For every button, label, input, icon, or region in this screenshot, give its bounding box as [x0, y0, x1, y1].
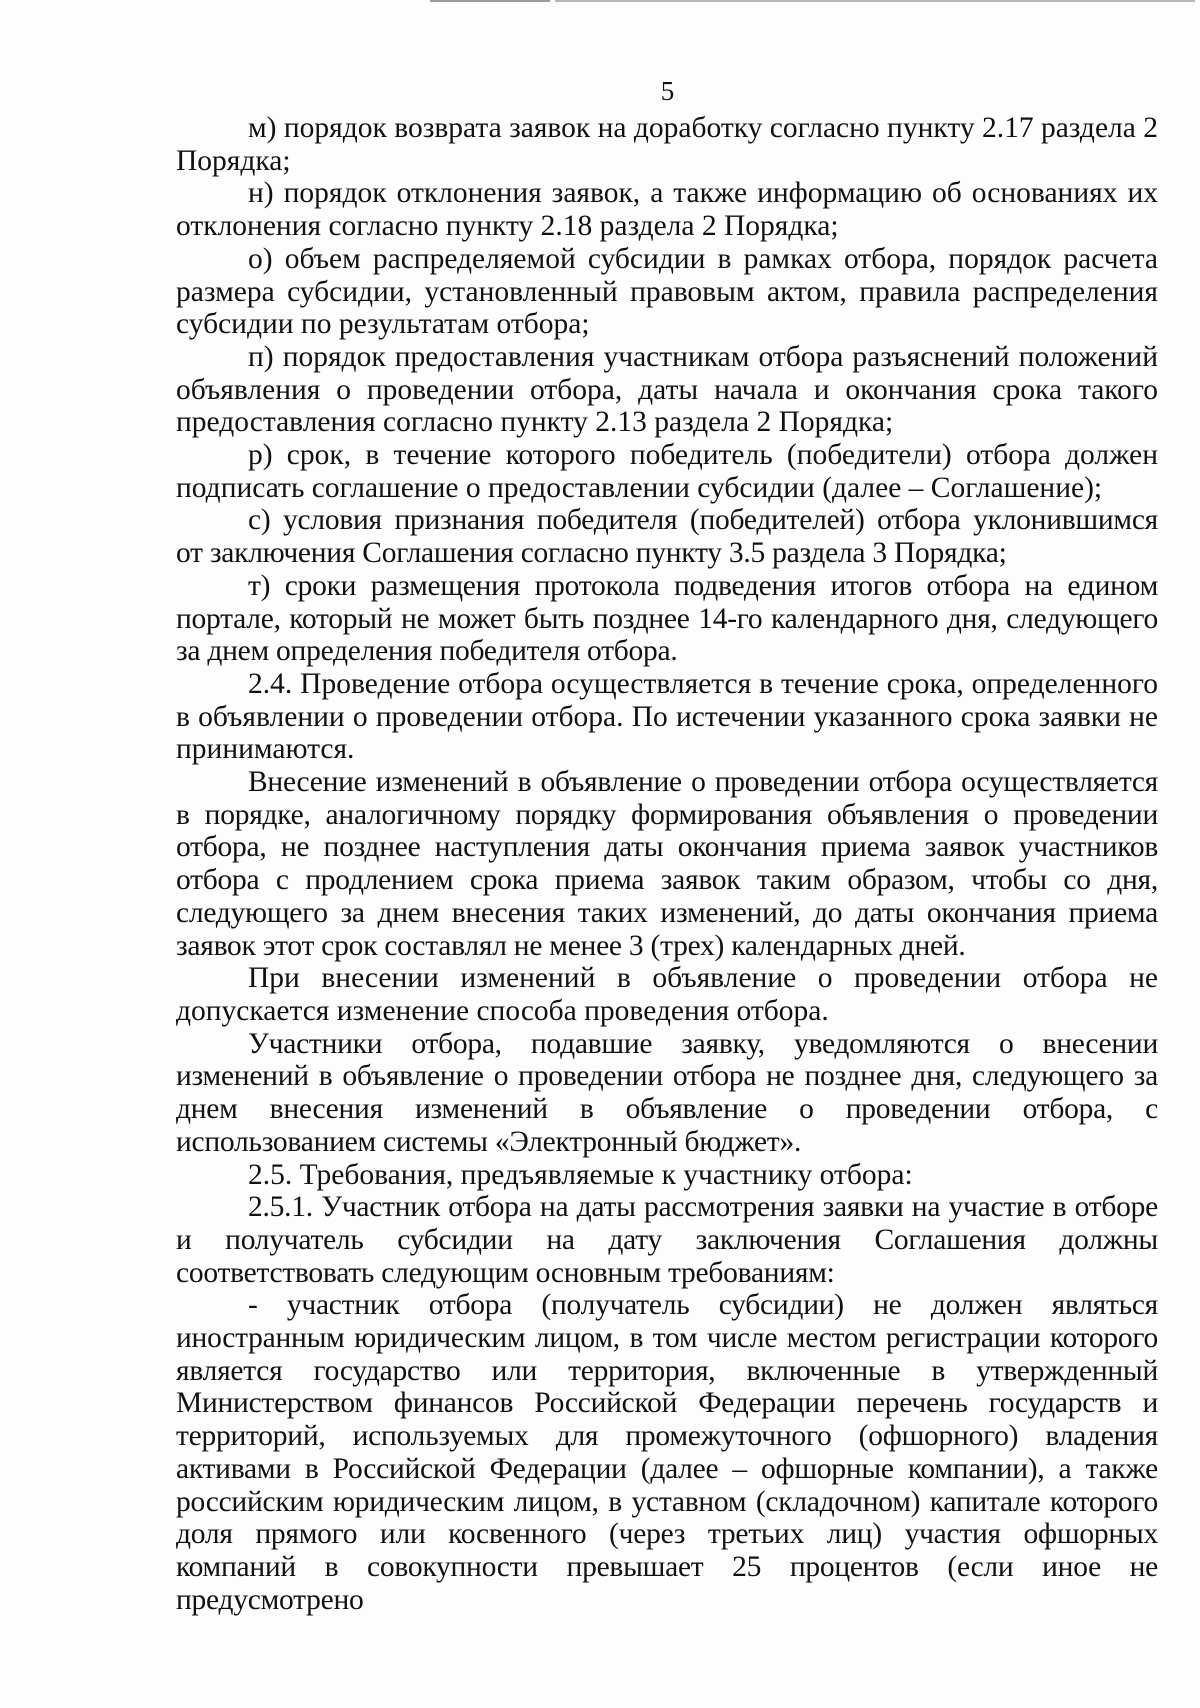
paragraph-2-4: 2.4. Проведение отбора осуществляется в течение срока, определенного в объявлении о проведении отбора. По истечении указанного срока заявки не принимаются. — [176, 667, 1158, 766]
scan-top-edge-line — [555, 0, 1195, 2]
paragraph-t: т) сроки размещения протокола подведения итогов отбора на едином портале, который не может быть позднее 14-го календарного дня, следующего за днем определения победителя отбора. — [176, 569, 1158, 668]
paragraph-s: с) условия признания победителя (победителей) отбора уклонившимся от заключения Соглашения согласно пункту 3.5 раздела 3 Порядка; — [176, 504, 1158, 570]
scan-top-edge-line — [430, 0, 550, 2]
paragraph-requirement-offshore: - участник отбора (получатель субсидии) не должен являться иностранным юридическим лицом, в том числе местом регистрации которого является государство или территория, включенные в утвержденный Министерством финансов Российской Федерации перечень государств и территорий, используемых для промежуточного (офшорного) владения активами в Российской Федерации (далее – офшорные компании), а также российским юридическим лицом, в уставном (складочном) капитале которого доля прямого или косвенного (через третьих лиц) участия офшорных компаний в совокупности превышает 25 процентов (если иное не предусмотрено — [176, 1289, 1158, 1616]
paragraph-o: о) объем распределяемой субсидии в рамках отбора, порядок расчета размера субсидии, установленный правовым актом, правила распределения субсидии по результатам отбора; — [176, 242, 1158, 341]
paragraph-method: При внесении изменений в объявление о проведении отбора не допускается изменение способа проведения отбора. — [176, 962, 1158, 1027]
paragraph-2-5: 2.5. Требования, предъявляемые к участнику отбора: — [248, 1158, 913, 1191]
paragraph-n: н) порядок отклонения заявок, а также информацию об основаниях их отклонения согласно пункту 2.18 раздела 2 Порядка; — [176, 177, 1158, 243]
paragraph-r: р) срок, в течение которого победитель (победители) отбора должен подписать соглашение о предоставлении субсидии (далее – Соглашение); — [176, 439, 1158, 504]
paragraph-m: м) порядок возврата заявок на доработку согласно пункту 2.17 раздела 2 Порядка; — [176, 112, 1158, 177]
paragraph-2-5-1: 2.5.1. Участник отбора на даты рассмотрения заявки на участие в отборе и получатель субсидии на дату заключения Соглашения должны соответствовать следующим основным требованиям: — [176, 1191, 1158, 1289]
document-body — [176, 112, 1158, 1616]
paragraph-notification: Участники отбора, подавшие заявку, уведомляются о внесении изменений в объявление о проведении отбора не позднее дня, следующего за днем внесения изменений в объявление о проведении отбора, с использованием системы «Электронный бюджет». — [176, 1027, 1158, 1158]
page-number: 5 — [660, 76, 675, 106]
paragraph-p: п) порядок предоставления участникам отбора разъяснений положений объявления о проведении отбора, даты начала и окончания срока такого предоставления согласно пункту 2.13 раздела 2 Порядка; — [176, 340, 1158, 439]
paragraph-changes: Внесение изменений в объявление о проведении отбора осуществляется в порядке, аналогичному порядку формирования объявления о проведении отбора, не позднее наступления даты окончания приема заявок участников отбора с продлением срока приема заявок таким образом, чтобы со дня, следующего за днем внесения таких изменений, до даты окончания приема заявок этот срок составлял не менее 3 (трех) календарных дней. — [176, 766, 1158, 962]
